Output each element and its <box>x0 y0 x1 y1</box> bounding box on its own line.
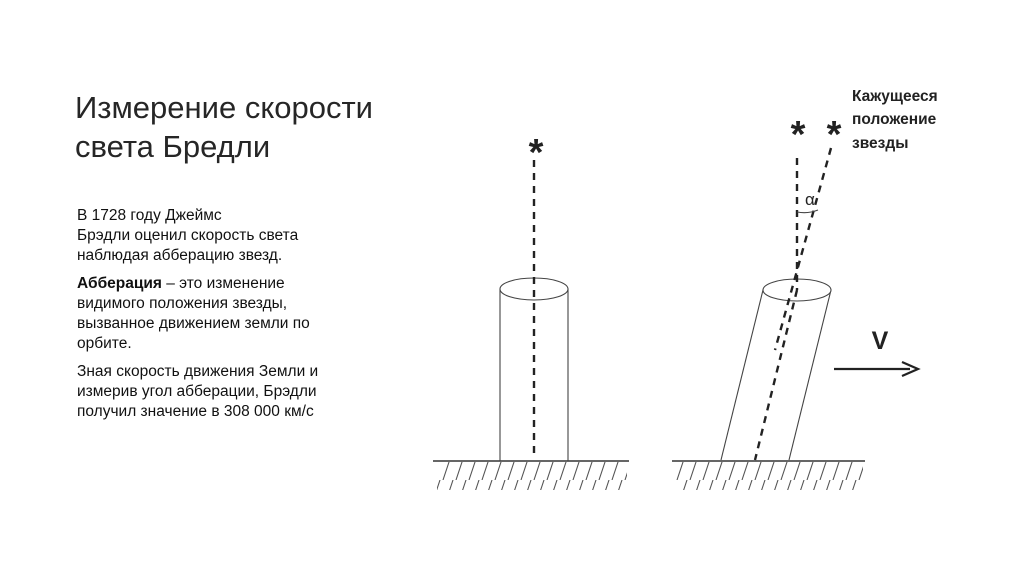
right-setup <box>672 88 938 490</box>
apparent-position-label-line-3: звезды <box>852 135 909 152</box>
apparent-position-label-line-2: положение <box>852 111 937 128</box>
right-tube-left-wall <box>721 290 763 460</box>
title-line-1: Измерение скорости <box>75 90 373 125</box>
ray-inside-tube <box>755 290 797 460</box>
definition-term: Абберация <box>77 275 162 292</box>
aberration-angle-arc <box>797 210 818 213</box>
apparent-star-ray <box>775 148 831 350</box>
right-tube-right-wall <box>789 290 831 460</box>
conclusion-line-1: Зная скорость движения Земли и <box>77 363 319 380</box>
apparent-star-icon: * <box>826 114 842 156</box>
apparent-position-label-line-1: Кажущееся <box>852 88 938 105</box>
velocity-label: V <box>871 327 889 355</box>
right-ground-hatch <box>676 462 863 490</box>
conclusion-line-2: измерив угол абберации, Брэдли <box>77 383 317 400</box>
intro-line-1: В 1728 году Джеймс <box>77 207 222 224</box>
left-star-icon: * <box>528 132 544 174</box>
definition-line-3: вызванное движением земли по <box>77 315 310 332</box>
true-star-icon: * <box>790 114 806 156</box>
left-ground-hatch <box>437 462 627 490</box>
left-setup <box>433 132 629 490</box>
title-line-2: света Бредли <box>75 129 271 164</box>
angle-alpha-label: α <box>805 190 815 209</box>
definition-line-4: орбите. <box>77 335 132 352</box>
definition-rest-first: – это изменение <box>161 275 285 292</box>
intro-line-2: Брэдли оценил скорость света <box>77 227 299 244</box>
conclusion-line-3: получил значение в 308 000 км/с <box>77 403 314 420</box>
intro-line-3: наблюдая абберацию звезд. <box>77 247 283 264</box>
definition-line-2: видимого положения звезды, <box>77 295 288 312</box>
